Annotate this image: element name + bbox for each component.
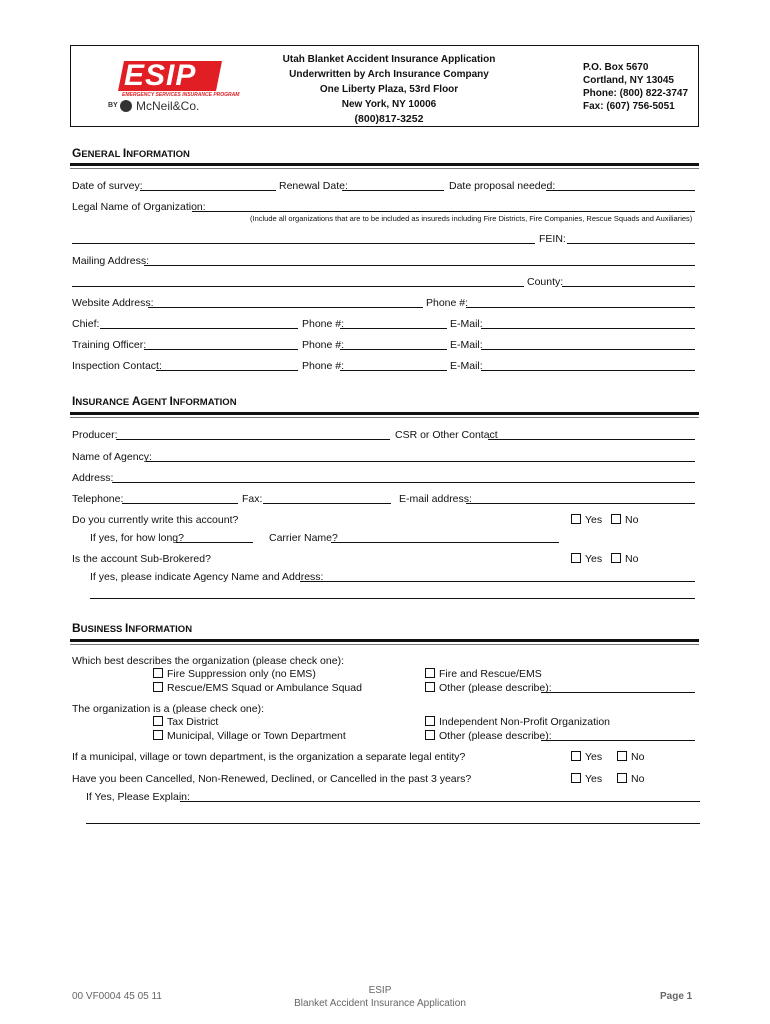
how-long-label: If yes, for how long? — [90, 532, 184, 544]
org-type-question: The organization is a (please check one): — [72, 703, 265, 715]
write-account-no-checkbox[interactable] — [611, 514, 621, 524]
header-fax-number: Fax: (607) 756-5051 — [583, 101, 675, 112]
header-address-block — [583, 61, 688, 113]
csr-field[interactable] — [488, 439, 695, 440]
write-account-no-label: No — [625, 514, 639, 526]
independent-label: Independent Non-Profit Organization — [439, 716, 611, 728]
mcneil-badge-icon — [120, 100, 132, 112]
legal-name-field-2[interactable] — [72, 243, 535, 244]
date-proposal-label: Date proposal needed: — [449, 180, 556, 192]
fein-field[interactable] — [567, 243, 695, 244]
agent-fax-field[interactable] — [263, 503, 391, 504]
email-address-label: E-mail address: — [399, 493, 472, 505]
business-info-rule — [70, 639, 699, 642]
describes-other-checkbox[interactable] — [425, 682, 435, 692]
po-box: P.O. Box 5670 — [583, 62, 649, 73]
city-state: Cortland, NY 13045 — [583, 75, 674, 86]
general-info-rule-thin — [70, 168, 699, 169]
chief-phone-field[interactable] — [340, 328, 447, 329]
carrier-name-label: Carrier Name? — [269, 532, 338, 544]
mailing-address-field[interactable] — [144, 265, 695, 266]
agent-info-title: INSURANCE AGENT INFORMATION — [72, 394, 237, 408]
producer-label: Producer: — [72, 429, 118, 441]
business-info-rule-thin — [70, 644, 699, 645]
rescue-ems-label: Rescue/EMS Squad or Ambulance Squad — [167, 682, 362, 694]
legal-name-field[interactable] — [192, 211, 695, 212]
header-title-block — [260, 52, 518, 127]
date-proposal-field[interactable] — [546, 190, 695, 191]
header-title-line3: One Liberty Plaza, 53rd Floor — [319, 84, 459, 95]
header-title-line1: Utah Blanket Accident Insurance Application — [282, 54, 496, 65]
sub-brokered-question: Is the account Sub-Brokered? — [72, 553, 211, 565]
logo-company: McNeil&Co. — [136, 99, 200, 113]
header-phone-number: Phone: (800) 822-3747 — [583, 88, 689, 99]
separate-entity-yes-label: Yes — [585, 751, 603, 763]
header-title-line2: Underwritten by Arch Insurance Company — [289, 69, 489, 80]
separate-entity-no-checkbox[interactable] — [617, 751, 627, 761]
header-phone: (800)817-3252 — [354, 113, 424, 125]
chief-email-field[interactable] — [481, 328, 695, 329]
telephone-field[interactable] — [122, 503, 238, 504]
mailing-address-label: Mailing Address: — [72, 255, 150, 267]
training-phone-field[interactable] — [340, 349, 447, 350]
describes-other-label: Other (please describe): — [439, 682, 552, 694]
carrier-name-field[interactable] — [331, 542, 559, 543]
business-info-title: BUSINESS INFORMATION — [72, 621, 193, 635]
county-field[interactable] — [562, 286, 695, 287]
independent-checkbox[interactable] — [425, 716, 435, 726]
cancelled-no-label: No — [631, 773, 645, 785]
municipal-checkbox[interactable] — [153, 730, 163, 740]
email-address-field[interactable] — [466, 503, 695, 504]
producer-field[interactable] — [116, 439, 390, 440]
general-info-title: GENERAL INFORMATION — [72, 146, 190, 160]
inspection-email-field[interactable] — [481, 370, 695, 371]
website-label: Website Address: — [72, 297, 154, 309]
cancelled-question: Have you been Cancelled, Non-Renewed, Declined, or Cancelled in the past 3 years? — [72, 773, 472, 785]
org-type-other-field[interactable] — [541, 740, 695, 741]
how-long-field[interactable] — [176, 542, 253, 543]
agent-info-rule-thin — [70, 417, 699, 418]
cancelled-yes-checkbox[interactable] — [571, 773, 581, 783]
rescue-ems-checkbox[interactable] — [153, 682, 163, 692]
inspection-contact-label: Inspection Contact: — [72, 360, 162, 372]
logo-by: BY — [108, 102, 118, 109]
esip-logo — [108, 57, 240, 117]
sub-brokered-yes-label: Yes — [585, 553, 603, 565]
logo-text: ESIP — [124, 59, 197, 92]
include-note: (Include all organizations that are to be included as insureds including Fire Districts, Fire Companies, Rescue Squads and Auxiliaries) — [250, 214, 693, 223]
write-account-yes-checkbox[interactable] — [571, 514, 581, 524]
page-number: Page 1 — [660, 991, 693, 1002]
org-phone-label: Phone #: — [426, 297, 469, 309]
header-title-line4: New York, NY 10006 — [341, 99, 437, 110]
agent-address-field[interactable] — [112, 482, 695, 483]
chief-label: Chief: — [72, 318, 100, 330]
county-label: County: — [527, 276, 564, 288]
indicate-agency-field[interactable] — [300, 581, 695, 582]
chief-email-label: E-Mail: — [450, 318, 483, 330]
renewal-date-field[interactable] — [342, 190, 444, 191]
chief-field[interactable] — [100, 328, 298, 329]
please-explain-field-2[interactable] — [86, 823, 700, 824]
inspection-contact-field[interactable] — [156, 370, 298, 371]
sub-brokered-no-checkbox[interactable] — [611, 553, 621, 563]
describes-question: Which best describes the organization (please check one): — [72, 655, 344, 667]
agent-fax-label: Fax: — [242, 493, 263, 505]
fire-and-rescue-label: Fire and Rescue/EMS — [439, 668, 542, 680]
describes-other-field[interactable] — [541, 692, 695, 693]
fire-and-rescue-checkbox[interactable] — [425, 668, 435, 678]
inspection-phone-field[interactable] — [340, 370, 447, 371]
separate-entity-question: If a municipal, village or town department, is the organization a separate legal entity? — [72, 751, 466, 763]
footer-esip: ESIP — [368, 985, 392, 996]
legal-name-label: Legal Name of Organization: — [72, 201, 206, 213]
tax-district-checkbox[interactable] — [153, 716, 163, 726]
fire-suppression-checkbox[interactable] — [153, 668, 163, 678]
training-officer-label: Training Officer: — [72, 339, 147, 351]
municipal-label: Municipal, Village or Town Department — [167, 730, 346, 742]
logo-subtitle: EMERGENCY SERVICES INSURANCE PROGRAM — [122, 92, 240, 98]
sub-brokered-yes-checkbox[interactable] — [571, 553, 581, 563]
name-of-agency-label: Name of Agency: — [72, 451, 152, 463]
training-phone-label: Phone #: — [302, 339, 345, 351]
training-officer-field[interactable] — [144, 349, 298, 350]
chief-phone-label: Phone #: — [302, 318, 345, 330]
form-number: 00 VF0004 45 05 11 — [72, 991, 162, 1002]
mailing-address-field-2[interactable] — [72, 286, 524, 287]
tax-district-label: Tax District — [167, 716, 219, 728]
inspection-phone-label: Phone #: — [302, 360, 345, 372]
write-account-yes-label: Yes — [585, 514, 603, 526]
org-type-other-label: Other (please describe): — [439, 730, 552, 742]
cancelled-yes-label: Yes — [585, 773, 603, 785]
date-of-survey-label: Date of survey: — [72, 180, 143, 192]
date-of-survey-field[interactable] — [140, 190, 276, 191]
training-email-field[interactable] — [481, 349, 695, 350]
footer-form-name: Blanket Accident Insurance Application — [294, 998, 466, 1009]
telephone-label: Telephone: — [72, 493, 124, 505]
website-field[interactable] — [148, 307, 423, 308]
csr-label: CSR or Other Contact — [395, 429, 498, 441]
sub-brokered-no-label: No — [625, 553, 639, 565]
agent-address-label: Address: — [72, 472, 114, 484]
write-account-question: Do you currently write this account? — [72, 514, 239, 526]
fire-suppression-label: Fire Suppression only (no EMS) — [167, 668, 316, 680]
indicate-agency-label: If yes, please indicate Agency Name and Address: — [90, 571, 324, 583]
please-explain-label: If Yes, Please Explain: — [86, 791, 190, 803]
please-explain-field[interactable] — [180, 801, 700, 802]
separate-entity-no-label: No — [631, 751, 645, 763]
general-info-rule — [70, 163, 699, 166]
indicate-agency-field-2[interactable] — [90, 598, 695, 599]
renewal-date-label: Renewal Date: — [279, 180, 348, 192]
inspection-email-label: E-Mail: — [450, 360, 483, 372]
org-type-other-checkbox[interactable] — [425, 730, 435, 740]
fein-label: FEIN: — [539, 233, 566, 245]
agent-info-rule — [70, 412, 699, 415]
footer-center — [290, 984, 470, 1010]
name-of-agency-field[interactable] — [146, 461, 695, 462]
org-phone-field[interactable] — [466, 307, 695, 308]
training-email-label: E-Mail: — [450, 339, 483, 351]
cancelled-no-checkbox[interactable] — [617, 773, 627, 783]
separate-entity-yes-checkbox[interactable] — [571, 751, 581, 761]
